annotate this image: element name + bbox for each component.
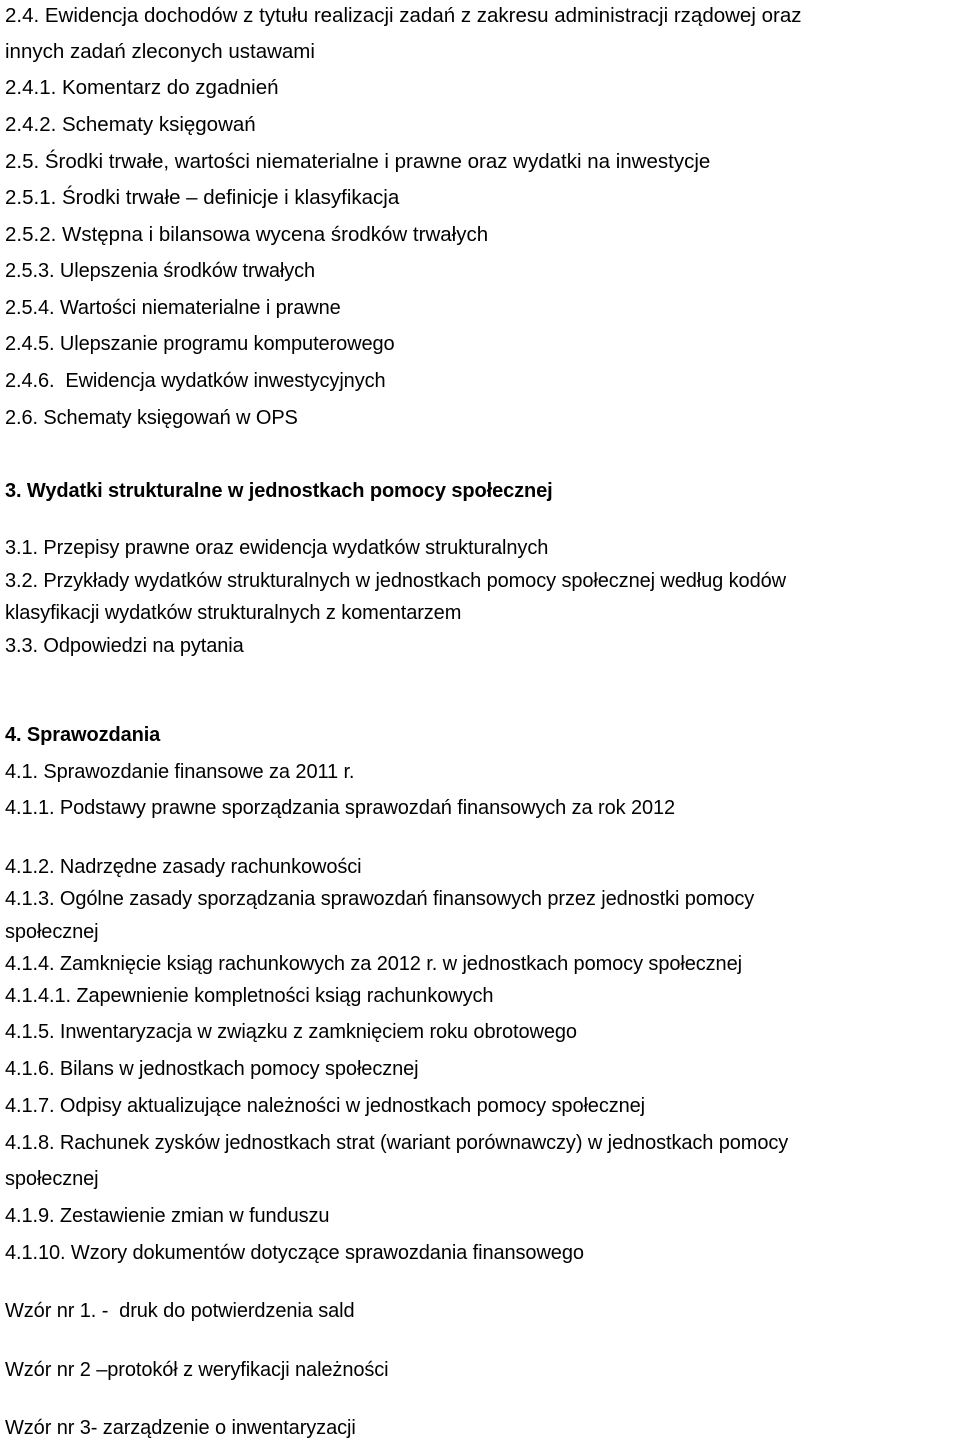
toc-entry: 3.2. Przykłady wydatków strukturalnych w jednostkach pomocy społecznej według kodów bbox=[5, 570, 786, 592]
toc-entry: 4.1.7. Odpisy aktualizujące należności w jednostkach pomocy społecznej bbox=[5, 1095, 646, 1117]
toc-entry: 2.4. Ewidencja dochodów z tytułu realizacji zadań z zakresu administracji rządowej oraz bbox=[5, 4, 802, 27]
section-heading: 3. Wydatki strukturalne w jednostkach pomocy społecznej bbox=[5, 480, 553, 502]
toc-entry: 3.1. Przepisy prawne oraz ewidencja wydatków strukturalnych bbox=[5, 537, 549, 559]
toc-entry: 4.1.6. Bilans w jednostkach pomocy społecznej bbox=[5, 1058, 419, 1080]
toc-entry-continuation: społecznej bbox=[5, 921, 99, 943]
toc-entry: 2.5.2. Wstępna i bilansowa wycena środków trwałych bbox=[5, 223, 489, 246]
toc-entry: 4.1.2. Nadrzędne zasady rachunkowości bbox=[5, 856, 362, 878]
template-entry: Wzór nr 1. - druk do potwierdzenia sald bbox=[5, 1300, 355, 1322]
toc-entry: 2.6. Schematy księgowań w OPS bbox=[5, 407, 298, 429]
toc-entry: 2.4.2. Schematy księgowań bbox=[5, 113, 256, 136]
toc-entry: 4.1.5. Inwentaryzacja w związku z zamknięciem roku obrotowego bbox=[5, 1021, 577, 1043]
toc-entry-continuation: społecznej bbox=[5, 1168, 99, 1190]
section-heading: 4. Sprawozdania bbox=[5, 724, 161, 746]
toc-entry: 2.5.3. Ulepszenia środków trwałych bbox=[5, 260, 316, 282]
toc-entry: 4.1.3. Ogólne zasady sporządzania sprawozdań finansowych przez jednostki pomocy bbox=[5, 888, 755, 910]
template-entry: Wzór nr 3- zarządzenie o inwentaryzacji bbox=[5, 1417, 356, 1439]
toc-entry: 2.5.4. Wartości niematerialne i prawne bbox=[5, 297, 341, 319]
toc-entry: 4.1.1. Podstawy prawne sporządzania sprawozdań finansowych za rok 2012 bbox=[5, 797, 676, 819]
toc-entry: 3.3. Odpowiedzi na pytania bbox=[5, 635, 244, 657]
toc-entry-continuation: innych zadań zleconych ustawami bbox=[5, 40, 315, 63]
toc-entry: 2.5.1. Środki trwałe – definicje i klasyfikacja bbox=[5, 186, 400, 209]
toc-entry-continuation: klasyfikacji wydatków strukturalnych z komentarzem bbox=[5, 602, 462, 624]
toc-entry: 4.1.4.1. Zapewnienie kompletności ksiąg rachunkowych bbox=[5, 985, 494, 1007]
toc-entry: 4.1. Sprawozdanie finansowe za 2011 r. bbox=[5, 761, 355, 783]
toc-entry: 4.1.10. Wzory dokumentów dotyczące sprawozdania finansowego bbox=[5, 1242, 584, 1264]
toc-entry: 2.5. Środki trwałe, wartości niematerialne i prawne oraz wydatki na inwestycje bbox=[5, 150, 711, 173]
toc-entry: 4.1.8. Rachunek zysków jednostkach strat (wariant porównawczy) w jednostkach pomocy bbox=[5, 1132, 789, 1154]
toc-entry: 2.4.6. Ewidencja wydatków inwestycyjnych bbox=[5, 370, 386, 392]
toc-entry: 4.1.4. Zamknięcie ksiąg rachunkowych za 2012 r. w jednostkach pomocy społecznej bbox=[5, 953, 742, 975]
toc-entry: 2.4.5. Ulepszanie programu komputerowego bbox=[5, 333, 395, 355]
template-entry: Wzór nr 2 –protokół z weryfikacji należności bbox=[5, 1359, 389, 1381]
toc-entry: 4.1.9. Zestawienie zmian w funduszu bbox=[5, 1205, 330, 1227]
toc-entry: 2.4.1. Komentarz do zgadnień bbox=[5, 76, 279, 99]
